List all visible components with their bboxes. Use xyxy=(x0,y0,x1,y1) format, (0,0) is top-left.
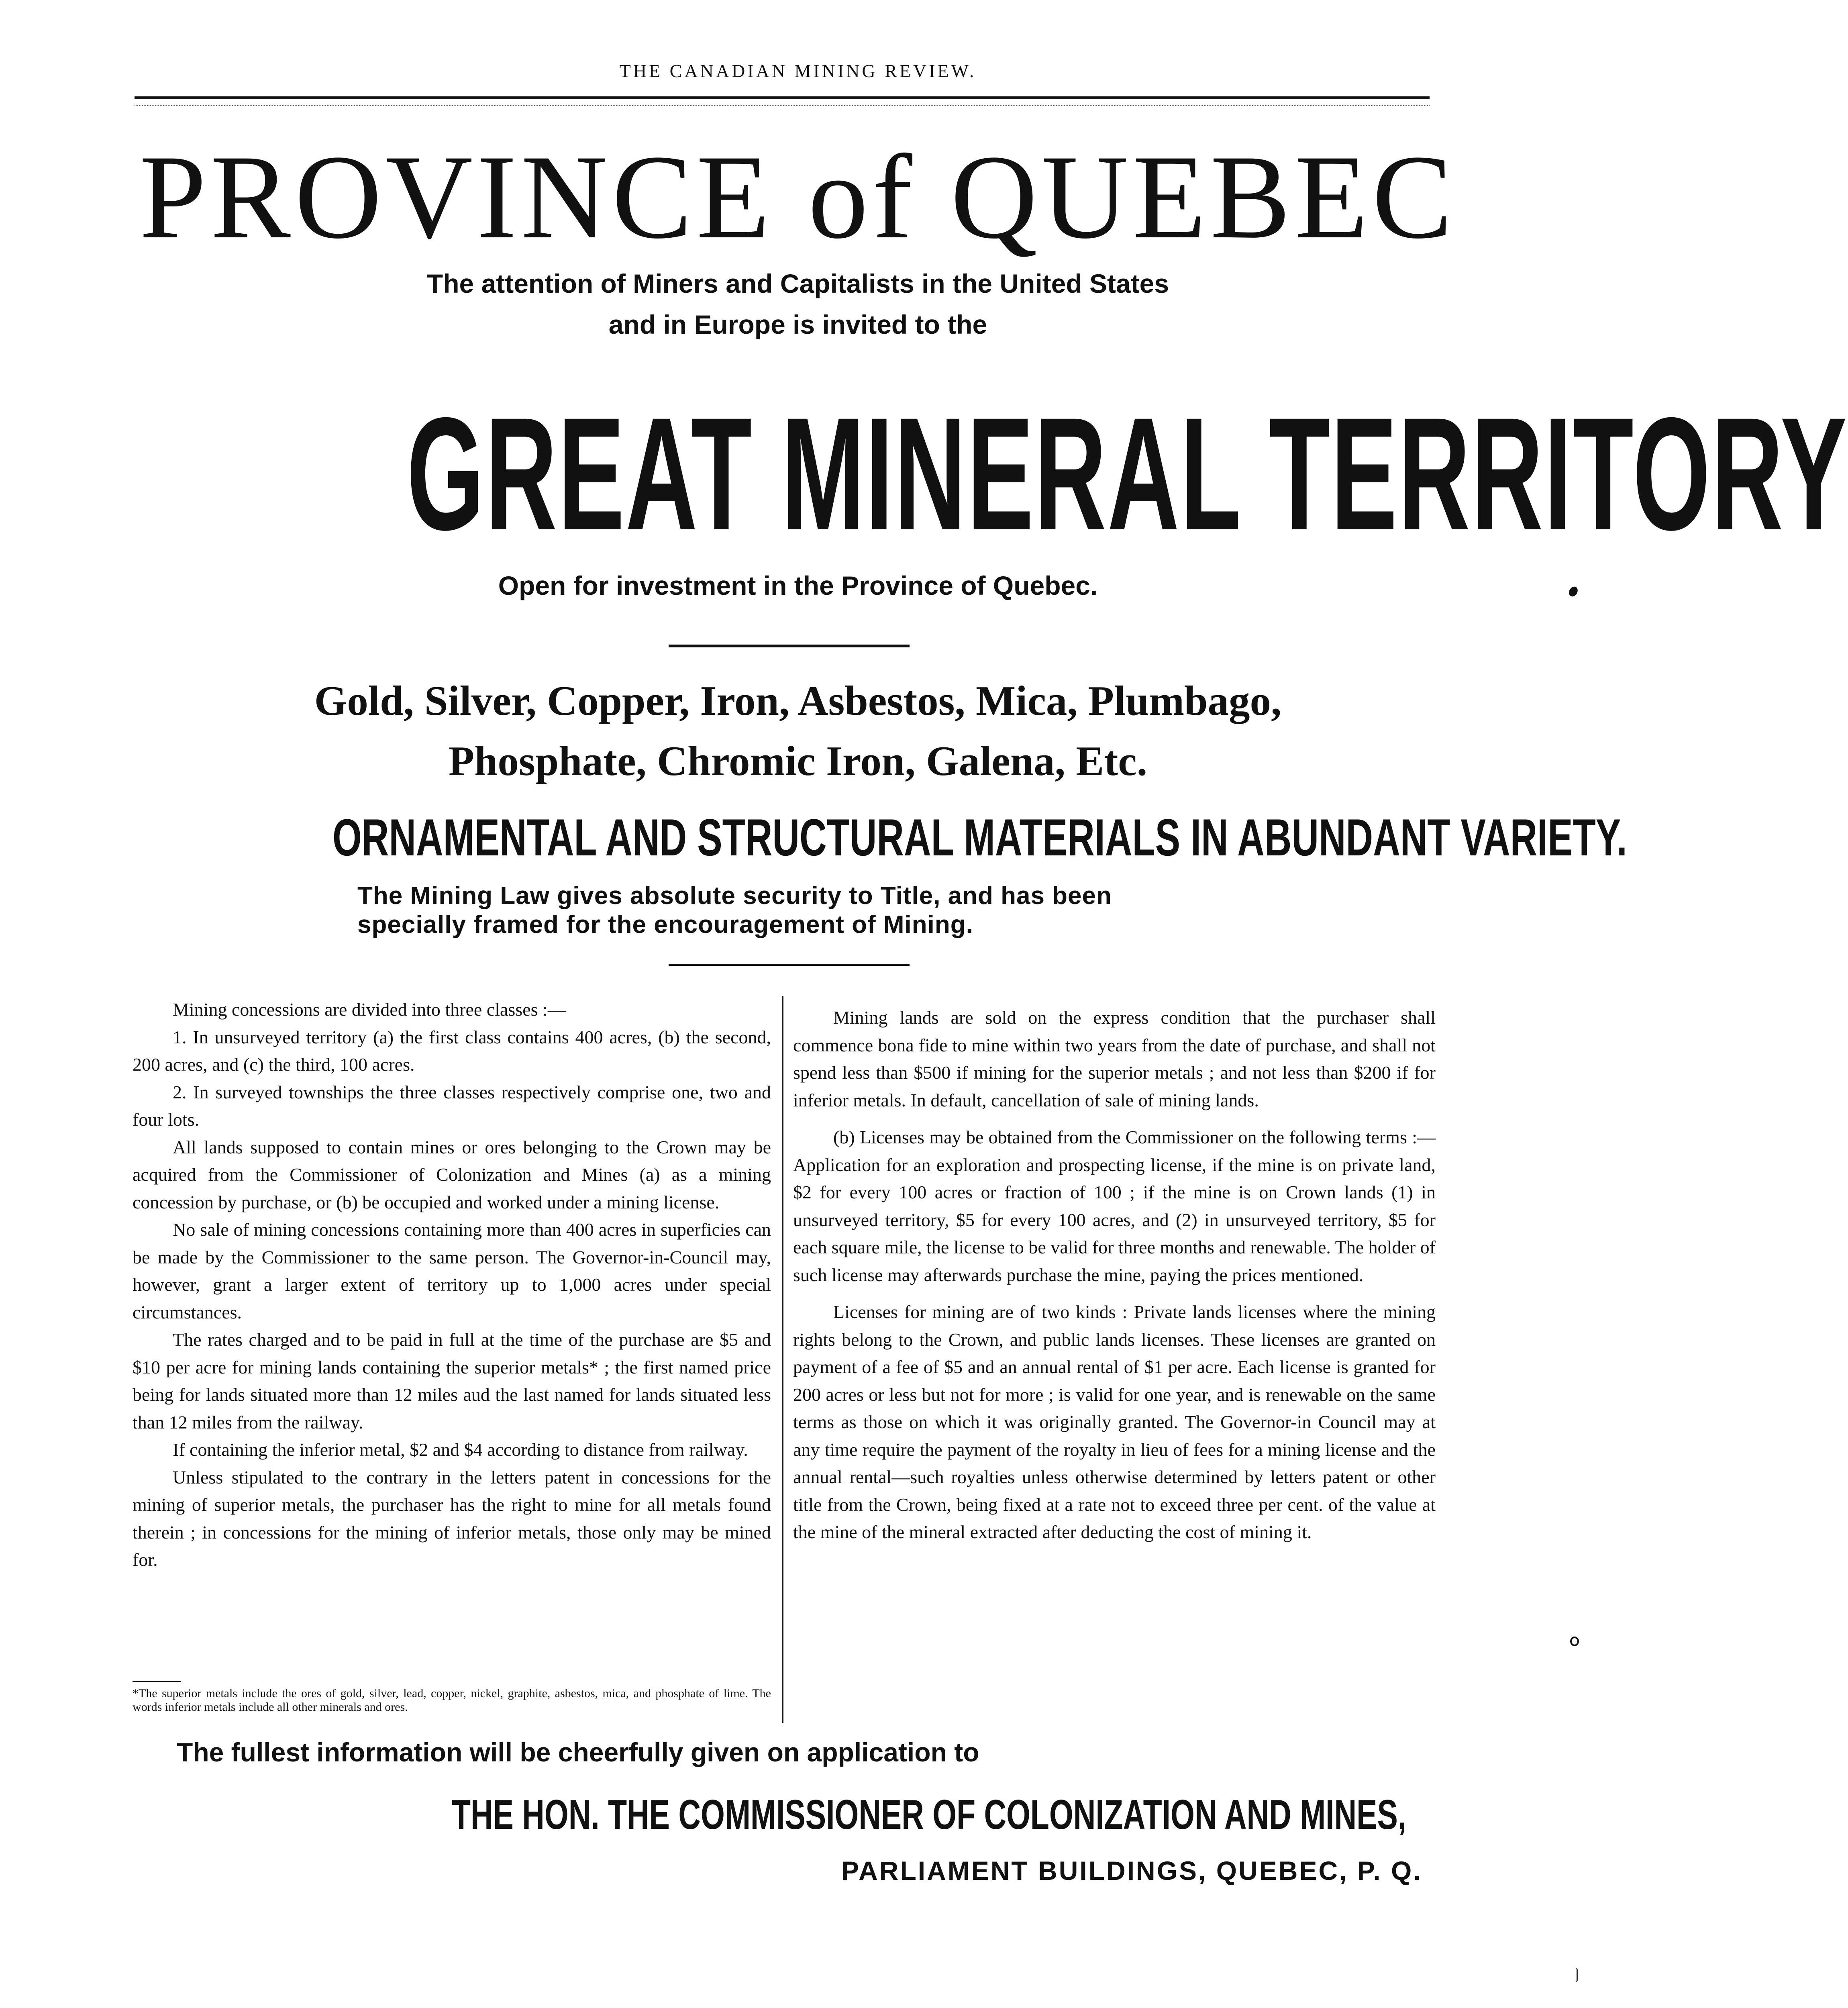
minerals-line-1: Gold, Silver, Copper, Iron, Asbestos, Mica, Plumbago, xyxy=(314,677,1282,724)
header-rule-dotted xyxy=(135,105,1430,106)
footnote: *The superior metals include the ores of gold, silver, lead, copper, nickel, graphite, asbestos, mica, and phosphate of lime. The words inferior metals include all other minerals and ores. xyxy=(133,1687,771,1714)
left-column xyxy=(133,996,771,1574)
intro-line-2: and in Europe is invited to the xyxy=(608,310,987,339)
paragraph: All lands supposed to contain mines or ores belonging to the Crown may be acquired from the Commissioner of Colonization and Mines (a) as a mining concession by purchase, or (b) be occupied and worked under a mining license. xyxy=(133,1137,771,1212)
running-head: THE CANADIAN MINING REVIEW. xyxy=(619,61,977,81)
paragraph: Mining lands are sold on the express condition that the purchaser shall commence bona fide to mine within two years from the date of purchase, and shall not spend less than $500 if mining for the superior metals ; and not less than $200 if for inferior metals. In default, cancellation of sale of mining lands. xyxy=(793,1007,1436,1110)
column-divider xyxy=(782,996,783,1723)
header-rule xyxy=(135,96,1430,99)
paragraph: 2. In surveyed townships the three classes respectively comprise one, two and four lots. xyxy=(133,1082,771,1130)
intro-line-1: The attention of Miners and Capitalists in the United States xyxy=(426,269,1169,298)
page-title: PROVINCE of QUEBEC xyxy=(139,130,1457,263)
paragraph: The rates charged and to be paid in full at the time of the purchase are $5 and $10 per acre for mining lands containing the superior metals* ; the first named price being for lands situated more than 12 miles aud the last named for lands situated less than 12 miles from the railway. xyxy=(133,1329,771,1433)
intro-text xyxy=(0,263,1596,345)
information-line: The fullest information will be cheerfully given on application to xyxy=(177,1737,979,1767)
commissioner-name: THE HON. THE COMMISSIONER OF COLONIZATION AND MINES, xyxy=(452,1792,1407,1838)
print-speck xyxy=(1573,1968,1578,1982)
paragraph: Licenses for mining are of two kinds : Private lands licenses where the mining rights belong to the Crown, and public lands licenses. These licenses are granted on payment of a fee of $5 and an annual rental of $1 per acre. Each license is granted for 200 acres or less but not for more ; is valid for one year, and is renewable on the same terms as those on which it was originally granted. The Governor-in Council may at any time require the payment of the royalty in lieu of fees for a mining license and the annual rental—such royalties unless otherwise determined by letters patent or other title from the Crown, being fixed at a rate not to exceed three per cent. of the value at the mine of the mineral extracted after deducting the cost of mining it. xyxy=(793,1302,1436,1542)
paragraph: 1. In unsurveyed territory (a) the first class contains 400 acres, (b) the second, 200 acres, and (c) the third, 100 acres. xyxy=(133,1026,771,1075)
minerals-list xyxy=(0,671,1596,791)
divider-rule xyxy=(669,645,910,647)
paragraph: (b) Licenses may be obtained from the Commissioner on the following terms :—Application for an exploration and prospecting license, if the mine is on private land, $2 for every 100 acres or fraction of 100 ; if the mine is on Crown lands (1) in unsurveyed territory, $5 for every 100 acres, and (2) in unsurveyed territory, $5 for each square mile, the license to be valid for three months and renewable. The holder of such license may afterwards purchase the mine, paying the prices mentioned. xyxy=(793,1127,1436,1285)
paragraph: Mining concessions are divided into three classes :— xyxy=(173,999,566,1020)
headline: GREAT MINERAL TERRITORY xyxy=(406,384,1848,563)
footnote-rule xyxy=(133,1681,181,1682)
minerals-line-2: Phosphate, Chromic Iron, Galena, Etc. xyxy=(448,737,1148,784)
open-for-investment-line: Open for investment in the Province of Quebec. xyxy=(498,571,1098,600)
mining-law-statement xyxy=(357,882,1281,939)
mining-law-line-2: specially framed for the encouragement of Mining. xyxy=(357,911,973,939)
commissioner-address: PARLIAMENT BUILDINGS, QUEBEC, P. Q. xyxy=(841,1856,1422,1886)
paragraph: If containing the inferior metal, $2 and $4 according to distance from railway. xyxy=(173,1439,748,1460)
ornamental-materials-banner: ORNAMENTAL AND STRUCTURAL MATERIALS IN ABUNDANT VARIETY. xyxy=(332,808,1627,867)
mining-law-line-1: The Mining Law gives absolute security to Title, and has been xyxy=(357,882,1112,910)
print-speck xyxy=(1570,1637,1579,1646)
paragraph: Unless stipulated to the contrary in the letters patent in concessions for the mining of superior metals, the purchaser has the right to mine for all metals found therein ; in concessions for the mining of inferior metals, those only may be mined for. xyxy=(133,1467,771,1570)
paragraph: No sale of mining concessions containing more than 400 acres in superficies can be made by the Commissioner to the same person. The Governor-in-Council may, however, grant a larger extent of territory up to 1,000 acres under special circumstances. xyxy=(133,1219,771,1322)
right-column xyxy=(793,1004,1436,1556)
divider-rule xyxy=(669,964,910,966)
